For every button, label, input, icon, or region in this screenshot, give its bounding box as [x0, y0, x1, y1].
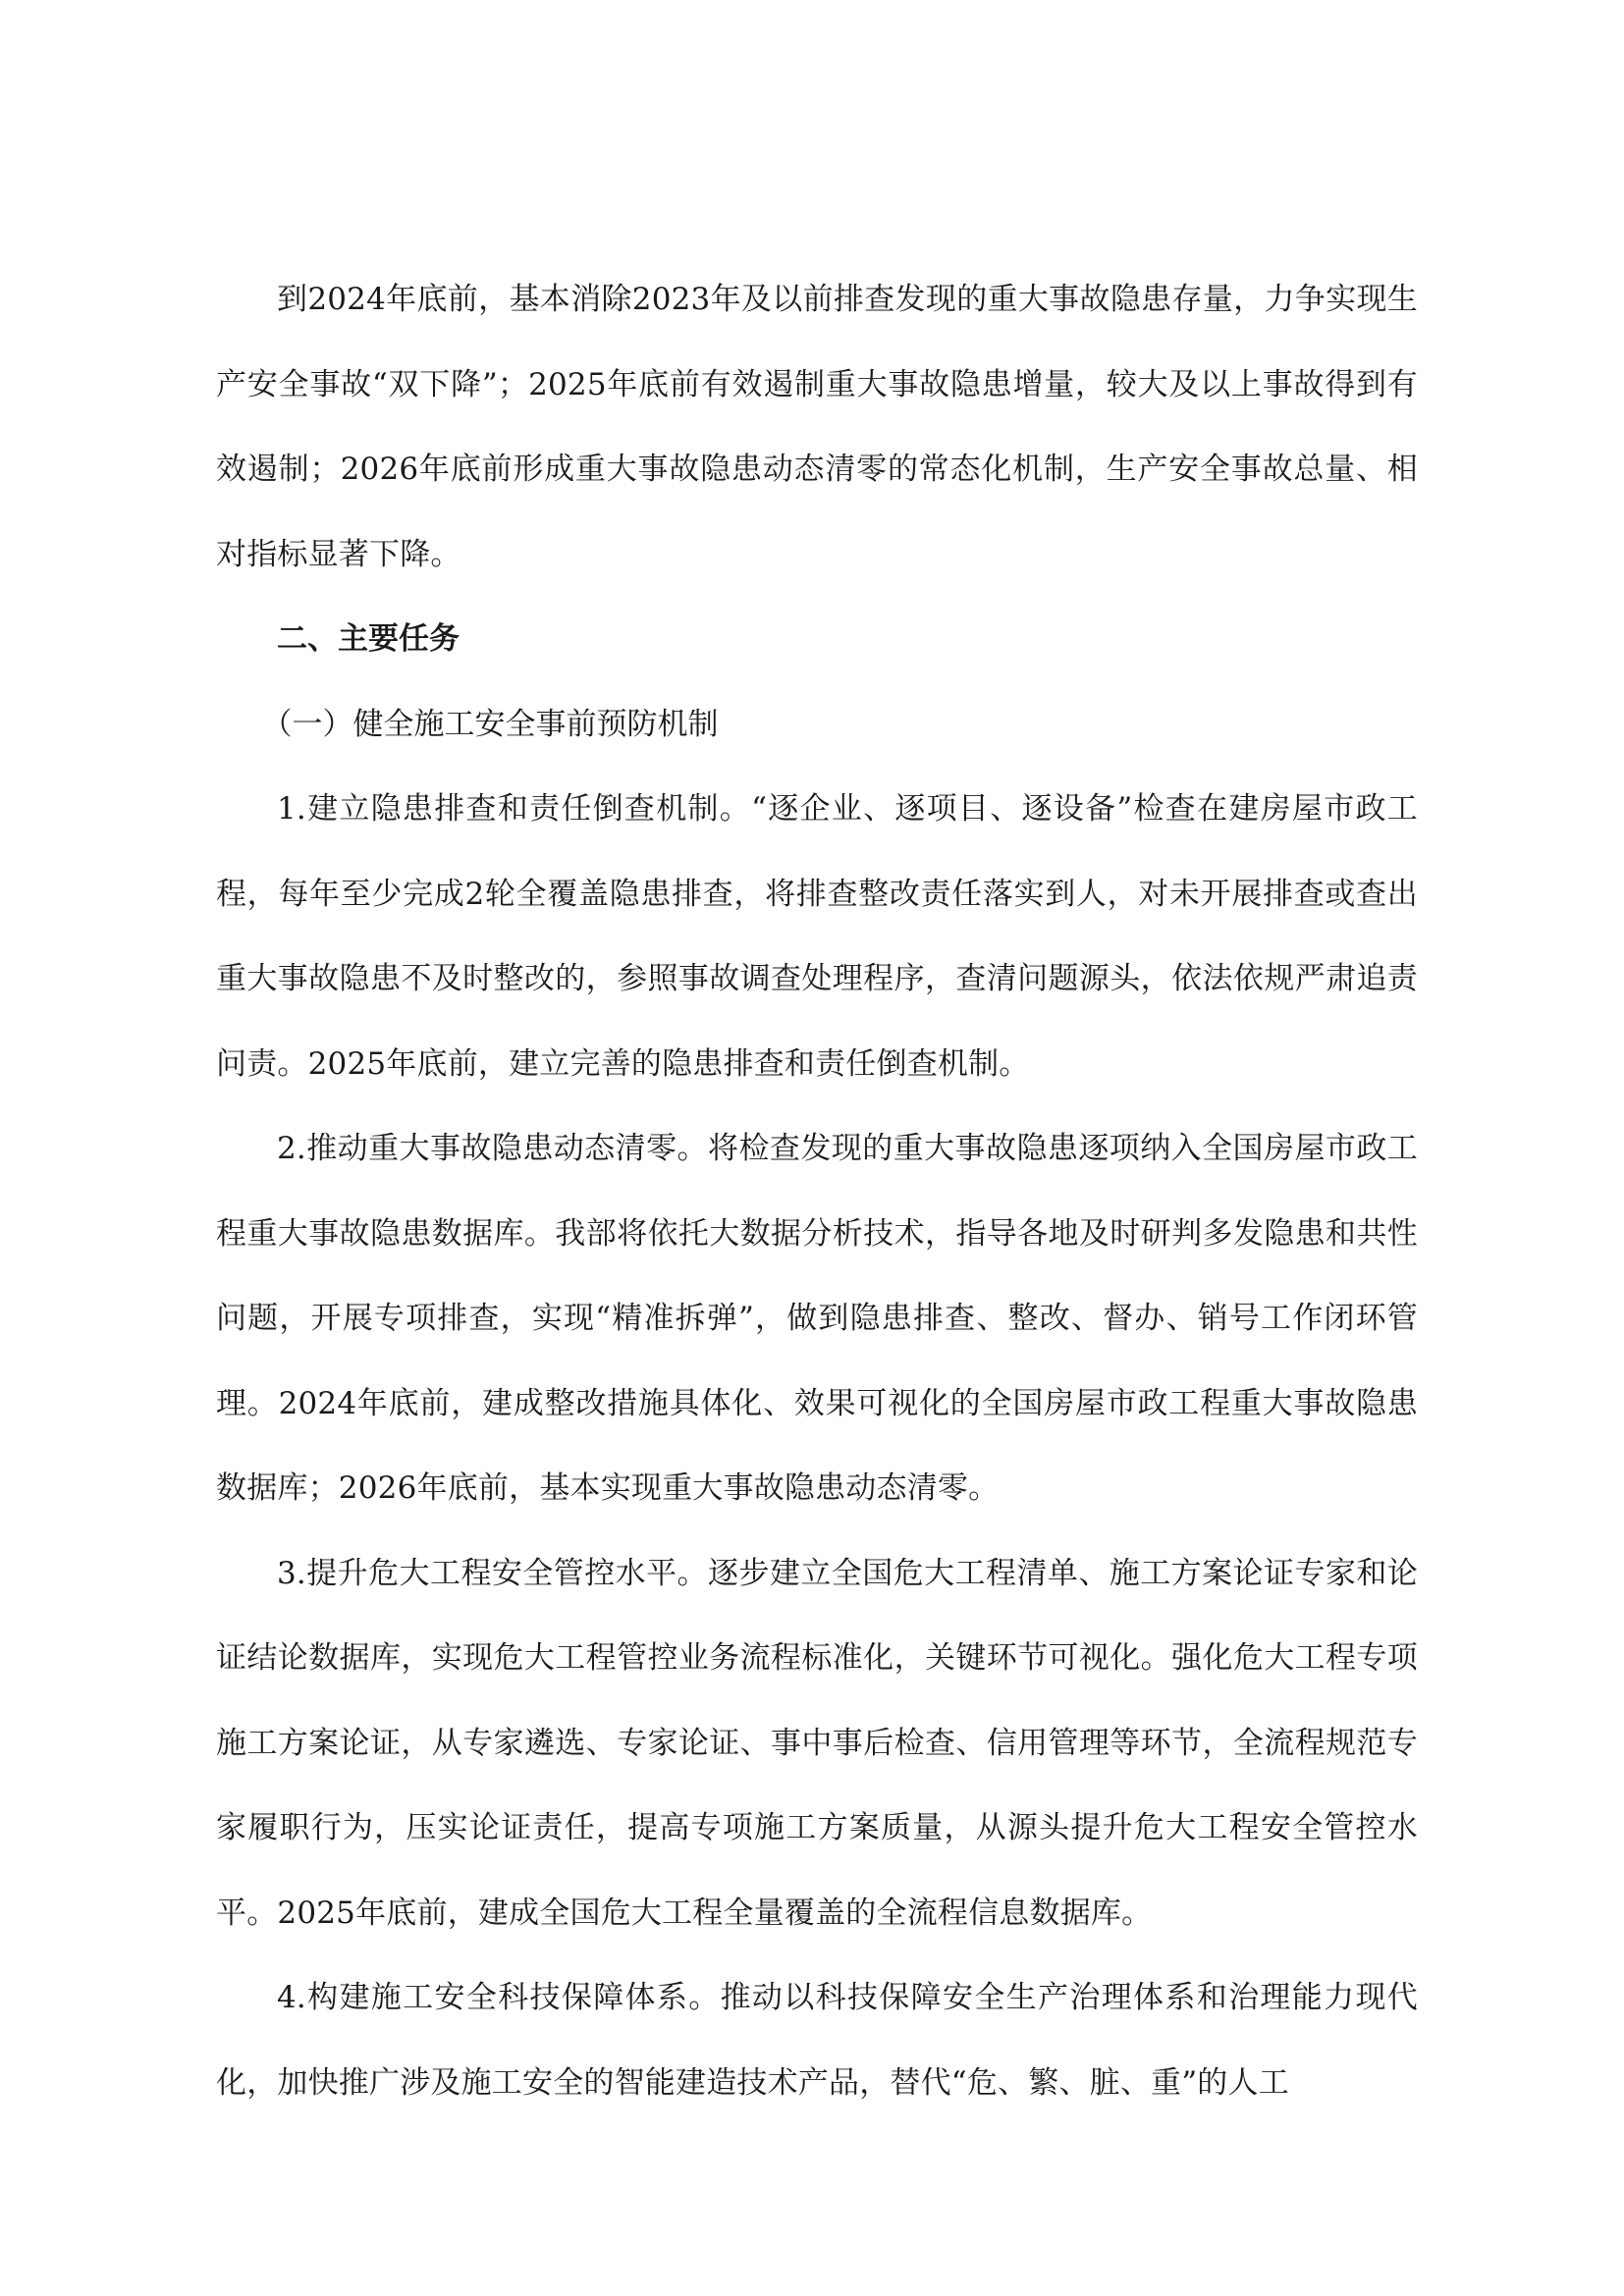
paragraph-item-3: 3.提升危大工程安全管控水平。逐步建立全国危大工程清单、施工方案论证专家和论证结论数据库，实现危大工程管控业务流程标准化，关键环节可视化。强化危大工程专项施工方案论证，从专家遴选、专家论证、事中事后检查、信用管理等环节，全流程规范专家履职行为，压实论证责任，提高专项施工方案质量，从源头提升危大工程安全管控水平。2025年底前，建成全国危大工程全量覆盖的全流程信息数据库。 [216, 1555, 1418, 1931]
paragraph-item-1: 1.建立隐患排查和责任倒查机制。“逐企业、逐项目、逐设备”检查在建房屋市政工程，每年至少完成2轮全覆盖隐患排查，将排查整改责任落实到人，对未开展排查或查出重大事故隐患不及时整改的，参照事故调查处理程序，查清问题源头，依法依规严肃追责问责。2025年底前，建立完善的隐患排查和责任倒查机制。 [216, 791, 1418, 1082]
subsection-heading-prevention: （一）健全施工安全事前预防机制 [261, 706, 719, 742]
paragraph-item-2: 2.推动重大事故隐患动态清零。将检查发现的重大事故隐患逐项纳入全国房屋市政工程重大事故隐患数据库。我部将依托大数据分析技术，指导各地及时研判多发隐患和共性问题，开展专项排查，实现“精准拆弹”，做到隐患排查、整改、督办、销号工作闭环管理。2024年底前，建成整改措施具体化、效果可视化的全国房屋市政工程重大事故隐患数据库；2026年底前，基本实现重大事故隐患动态清零。 [216, 1131, 1418, 1506]
paragraph-targets: 到2024年底前，基本消除2023年及以前排查发现的重大事故隐患存量，力争实现生产安全事故“双下降”；2025年底前有效遏制重大事故隐患增量，较大及以上事故得到有效遏制；2026年底前形成重大事故隐患动态清零的常态化机制，生产安全事故总量、相对指标显著下降。 [216, 282, 1418, 572]
paragraph-item-4: 4.构建施工安全科技保障体系。推动以科技保障安全生产治理体系和治理能力现代化，加快推广涉及施工安全的智能建造技术产品，替代“危、繁、脏、重”的人工 [216, 1980, 1418, 2101]
document-body [216, 257, 1418, 2125]
section-heading-main-tasks: 二、主要任务 [277, 621, 460, 657]
